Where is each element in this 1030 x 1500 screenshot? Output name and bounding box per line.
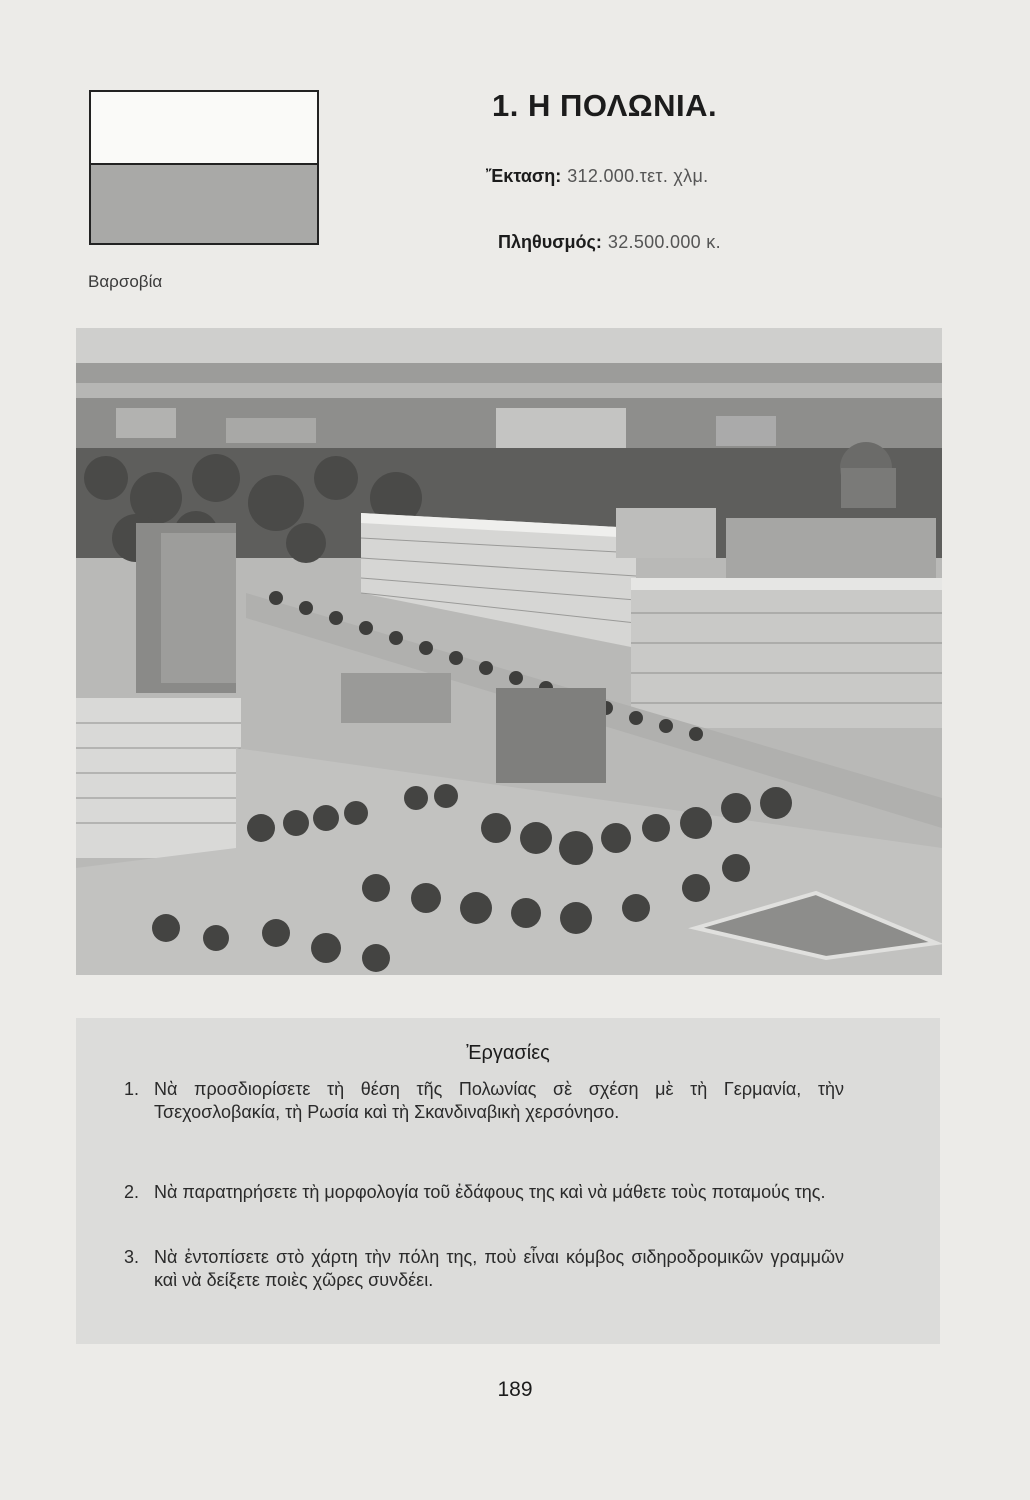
page-number: 189 [497, 1378, 533, 1401]
task-number: 1. [124, 1079, 140, 1099]
flag-lower-stripe [91, 163, 317, 243]
warsaw-aerial-photo [76, 328, 942, 975]
tasks-section [76, 1018, 940, 1344]
polish-flag [89, 90, 319, 245]
task-item [124, 1181, 844, 1204]
task-text: Νὰ προσδιορίσετε τὴ θέση τῆς Πολωνίας σὲ σχέση μὲ τὴ Γερμανία, τὴν Τσεχοσλοβακία, τὴ Ρωσία καὶ τὴ Σκανδιναβικὴ χερσόνησο. [154, 1079, 844, 1122]
page-title: 1. Η ΠΟΛΩΝΙΑ. [492, 88, 718, 123]
task-text: Νὰ ἐντοπίσετε στὸ χάρτη τὴν πόλη της, ποὺ εἶναι κόμβος σιδηροδρομικῶν γραμμῶν καὶ νὰ δείξετε ποιὲς χῶρες συνδέει. [154, 1247, 844, 1290]
task-number: 3. [124, 1247, 140, 1267]
aerial-photo-illustration [76, 328, 942, 975]
task-item [124, 1246, 844, 1292]
area-label: Ἔκταση: [486, 166, 562, 186]
task-item [124, 1078, 844, 1124]
population-value: 32.500.000 κ. [607, 232, 721, 252]
task-text: Νὰ παρατηρήσετε τὴ μορφολογία τοῦ ἐδάφους της καὶ νὰ μάθετε τοὺς ποταμούς της. [154, 1182, 826, 1202]
population-label: Πληθυσμός: [498, 232, 602, 252]
photo-caption: Βαρσοβία [88, 272, 163, 291]
tasks-title: Ἐργασίες [466, 1042, 550, 1064]
area-stat [486, 166, 708, 187]
area-value: 312.000.τετ. χλμ. [567, 166, 709, 186]
population-stat [498, 232, 721, 253]
task-number: 2. [124, 1182, 140, 1202]
